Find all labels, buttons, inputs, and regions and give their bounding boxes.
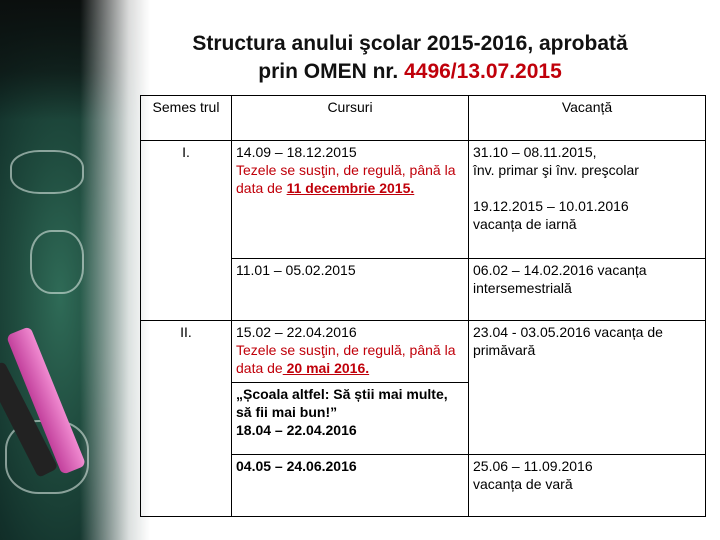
sem2-course-period-2: 04.05 – 24.06.2016 (232, 455, 469, 517)
semester-1-label: I. (141, 141, 232, 321)
table-header-row (141, 96, 706, 141)
school-other-week: „Școala altfel: Să știi mai multe, să fii mai bun!” 18.04 – 22.04.2016 (232, 383, 469, 455)
header-semester: Semes trul (141, 96, 232, 141)
order-number: 4496/13.07.2015 (404, 60, 562, 83)
sem2-course-period-1: 15.02 – 22.04.2016 Tezele se susţin, de regulă, până la data de 20 mai 2016. (232, 321, 469, 383)
table-row (141, 141, 706, 259)
sem1-vacation-2: 06.02 – 14.02.2016 vacanța intersemestrială (469, 259, 706, 321)
header-courses: Cursuri (232, 96, 469, 141)
chalkboard-decoration (0, 0, 150, 540)
sem1-course-period-2: 11.01 – 05.02.2015 (232, 259, 469, 321)
sem2-vacation-1: 23.04 - 03.05.2016 vacanța de primăvară (469, 321, 706, 455)
table-row (141, 321, 706, 383)
slide-title (150, 30, 670, 86)
semester-2-label: II. (141, 321, 232, 517)
title-line-2: prin OMEN nr. 4496/13.07.2015 (258, 60, 562, 83)
sem1-course-period-1: 14.09 – 18.12.2015 Tezele se susţin, de regulă, până la data de 11 decembrie 2015. (232, 141, 469, 259)
header-vacation: Vacanță (469, 96, 706, 141)
title-line-1: Structura anului şcolar 2015-2016, aprobată (192, 32, 628, 55)
school-year-table (140, 95, 706, 517)
sem2-vacation-2: 25.06 – 11.09.2016 vacanța de vară (469, 455, 706, 517)
sem1-vacation-1: 31.10 – 08.11.2015, înv. primar şi înv. preşcolar 19.12.2015 – 10.01.2016 vacanța de iarnă (469, 141, 706, 259)
